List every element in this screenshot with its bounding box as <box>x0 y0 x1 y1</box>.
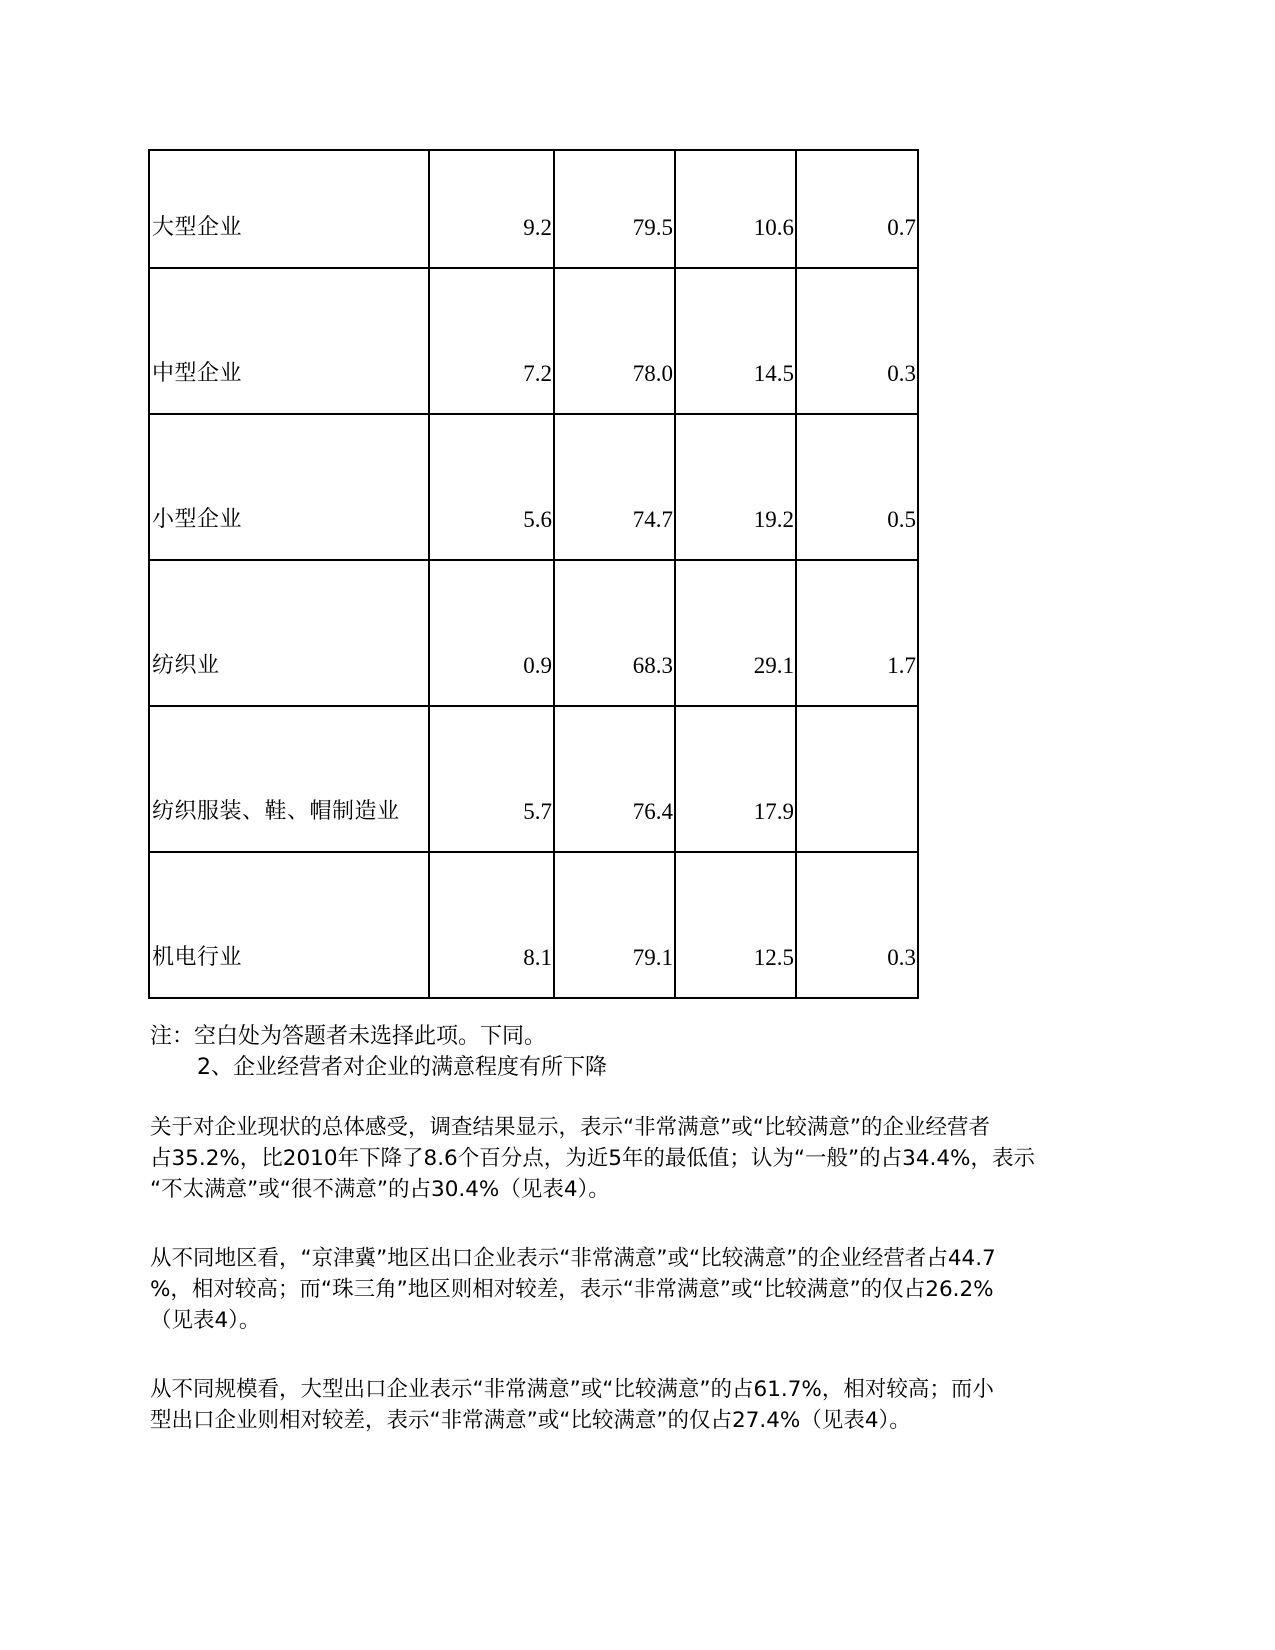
value-cell: 0.7 <box>796 150 918 268</box>
value-cell: 19.2 <box>675 414 796 560</box>
row-label: 中型企业 <box>149 268 429 414</box>
value-cell: 74.7 <box>554 414 675 560</box>
table-body <box>149 150 918 998</box>
value-cell: 0.5 <box>796 414 918 560</box>
value-cell: 29.1 <box>675 560 796 706</box>
paragraph <box>150 1243 1125 1336</box>
value-cell: 10.6 <box>675 150 796 268</box>
paragraph-line: 占35.2%，比2010年下降了8.6个百分点，为近5年的最低值；认为“一般”的占34.4%，表示 <box>150 1146 1035 1171</box>
paragraph-line: “不太满意”或“很不满意”的占30.4%（见表4）。 <box>150 1177 610 1202</box>
value-cell: 5.7 <box>429 706 554 852</box>
value-cell: 9.2 <box>429 150 554 268</box>
table-row <box>149 560 918 706</box>
value-cell: 12.5 <box>675 852 796 998</box>
paragraph-line: 从不同地区看，“京津冀”地区出口企业表示“非常满意”或“比较满意”的企业经营者占44.7 <box>150 1246 996 1271</box>
paragraph-line: %，相对较高；而“珠三角”地区则相对较差，表示“非常满意”或“比较满意”的仅占26.2% <box>150 1277 994 1302</box>
row-label: 机电行业 <box>149 852 429 998</box>
row-label: 小型企业 <box>149 414 429 560</box>
value-cell: 0.3 <box>796 268 918 414</box>
value-cell <box>796 706 918 852</box>
paragraph <box>150 1112 1125 1205</box>
value-cell: 79.5 <box>554 150 675 268</box>
value-cell: 5.6 <box>429 414 554 560</box>
paragraph-line: （见表4）。 <box>150 1308 261 1333</box>
value-cell: 17.9 <box>675 706 796 852</box>
row-label: 纺织服装、鞋、帽制造业 <box>149 706 429 852</box>
row-label: 纺织业 <box>149 560 429 706</box>
row-label: 大型企业 <box>149 150 429 268</box>
paragraph-line: 从不同规模看，大型出口企业表示“非常满意”或“比较满意”的占61.7%，相对较高；而小 <box>150 1377 994 1402</box>
satisfaction-table <box>148 149 919 999</box>
value-cell: 68.3 <box>554 560 675 706</box>
value-cell: 8.1 <box>429 852 554 998</box>
table-row <box>149 852 918 998</box>
table-row <box>149 706 918 852</box>
paragraph <box>150 1374 1125 1436</box>
paragraph-line: 型出口企业则相对较差，表示“非常满意”或“比较满意”的仅占27.4%（见表4）。 <box>150 1408 911 1433</box>
value-cell: 7.2 <box>429 268 554 414</box>
value-cell: 0.9 <box>429 560 554 706</box>
value-cell: 14.5 <box>675 268 796 414</box>
value-cell: 78.0 <box>554 268 675 414</box>
paragraph-line: 关于对企业现状的总体感受，调查结果显示，表示“非常满意”或“比较满意”的企业经营者 <box>150 1115 991 1140</box>
value-cell: 0.3 <box>796 852 918 998</box>
table-note: 注：空白处为答题者未选择此项。下同。 <box>150 1024 547 1049</box>
table-row <box>149 268 918 414</box>
table-row <box>149 414 918 560</box>
value-cell: 76.4 <box>554 706 675 852</box>
section-heading: 2、企业经营者对企业的满意程度有所下降 <box>197 1055 607 1080</box>
value-cell: 79.1 <box>554 852 675 998</box>
table-row <box>149 150 918 268</box>
value-cell: 1.7 <box>796 560 918 706</box>
